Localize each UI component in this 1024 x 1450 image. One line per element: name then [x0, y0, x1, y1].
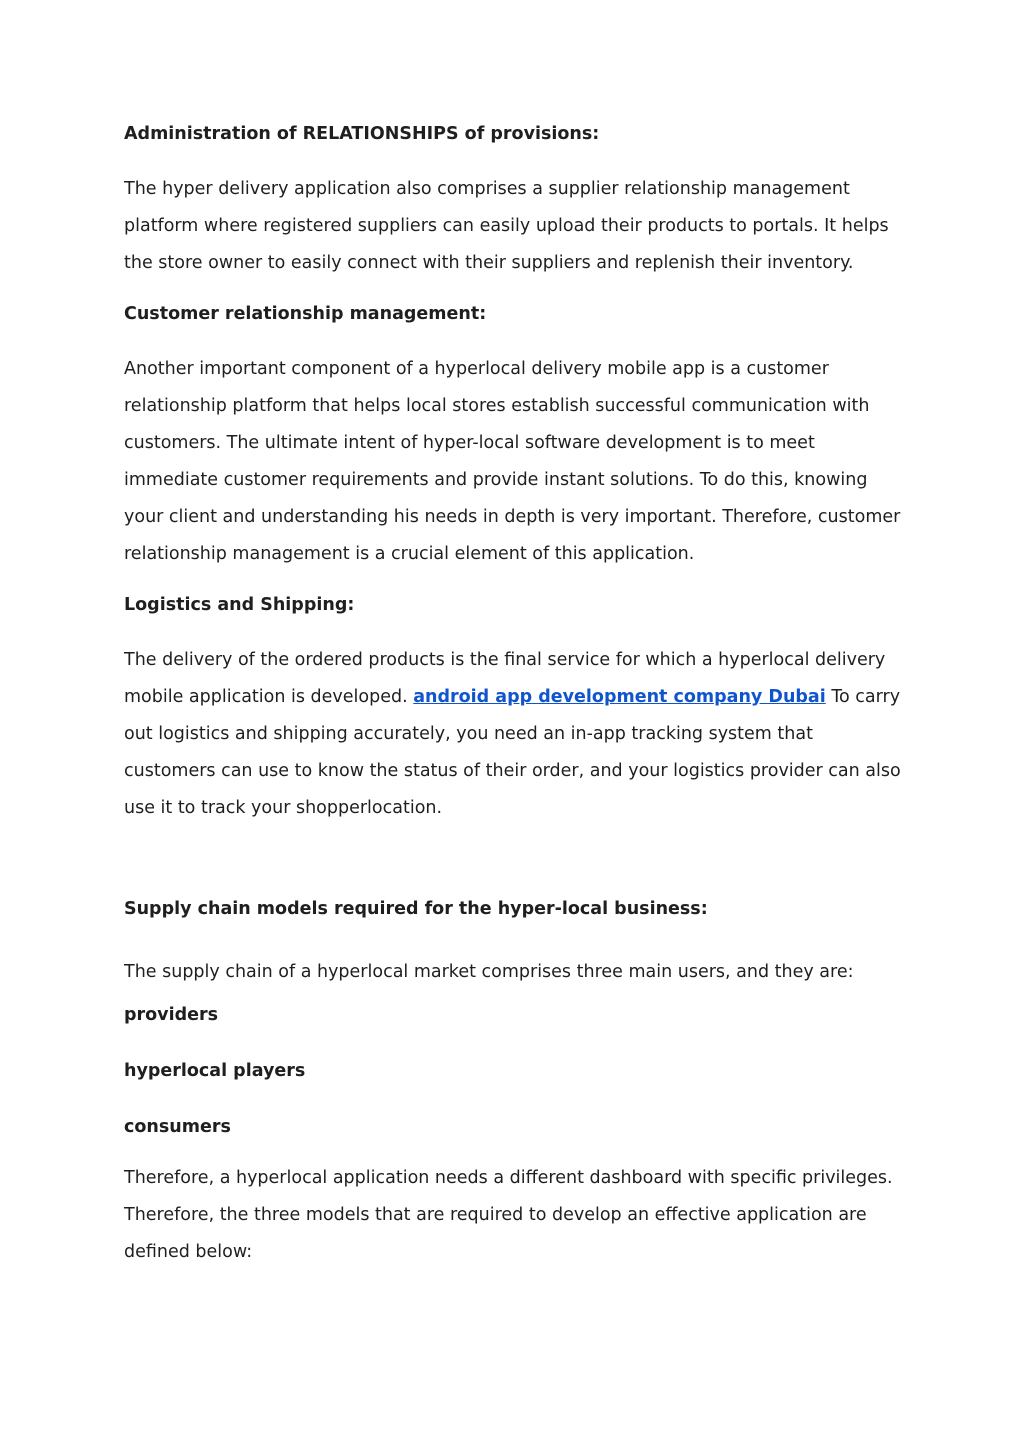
- section-heading-supply-chain: Supply chain models required for the hyper-local business:: [124, 899, 708, 919]
- user-item-providers: providers: [124, 1005, 219, 1025]
- section-heading-logistics: Logistics and Shipping:: [124, 595, 355, 615]
- section-body-provisions: The hyper delivery application also comprises a supplier relationship management platform where registered suppliers can easily upload their products to portals. It helps the store owner to easily connect with their suppliers and replenish their inventory.: [124, 179, 889, 273]
- logistics-text-before-link: The delivery of the ordered products is the final service for which a hyperlocal delivery mobile application is developed.: [124, 650, 886, 707]
- section-heading-crm: Customer relationship management:: [124, 304, 487, 324]
- section-body-logistics: [124, 642, 904, 827]
- section-heading-provisions: Administration of RELATIONSHIPS of provisions:: [124, 124, 600, 144]
- user-item-hyperlocal-players: hyperlocal players: [124, 1061, 306, 1081]
- section-body-crm: Another important component of a hyperlocal delivery mobile app is a customer relationship platform that helps local stores establish successful communication with customers. The ultimate intent of hyper-local software development is to meet immediate customer requirements and provide instant solutions. To do this, knowing your client and understanding his needs in depth is very important. Therefore, customer relationship management is a crucial element of this application.: [124, 359, 901, 564]
- document-page: [124, 120, 904, 1271]
- android-app-development-link[interactable]: android app development company Dubai: [413, 687, 826, 707]
- logistics-text-after-link: To carry out logistics and shipping accurately, you need an in-app tracking system that customers can use to know the status of their order, and your logistics provider can also use it to track your shopperlocation.: [124, 687, 901, 818]
- section-body-supply-chain: The supply chain of a hyperlocal market comprises three main users, and they are:: [124, 962, 854, 982]
- closing-paragraph: Therefore, a hyperlocal application needs a different dashboard with specific privileges. Therefore, the three models that are required to develop an effective application are defined below:: [124, 1168, 893, 1262]
- user-item-consumers: consumers: [124, 1117, 231, 1137]
